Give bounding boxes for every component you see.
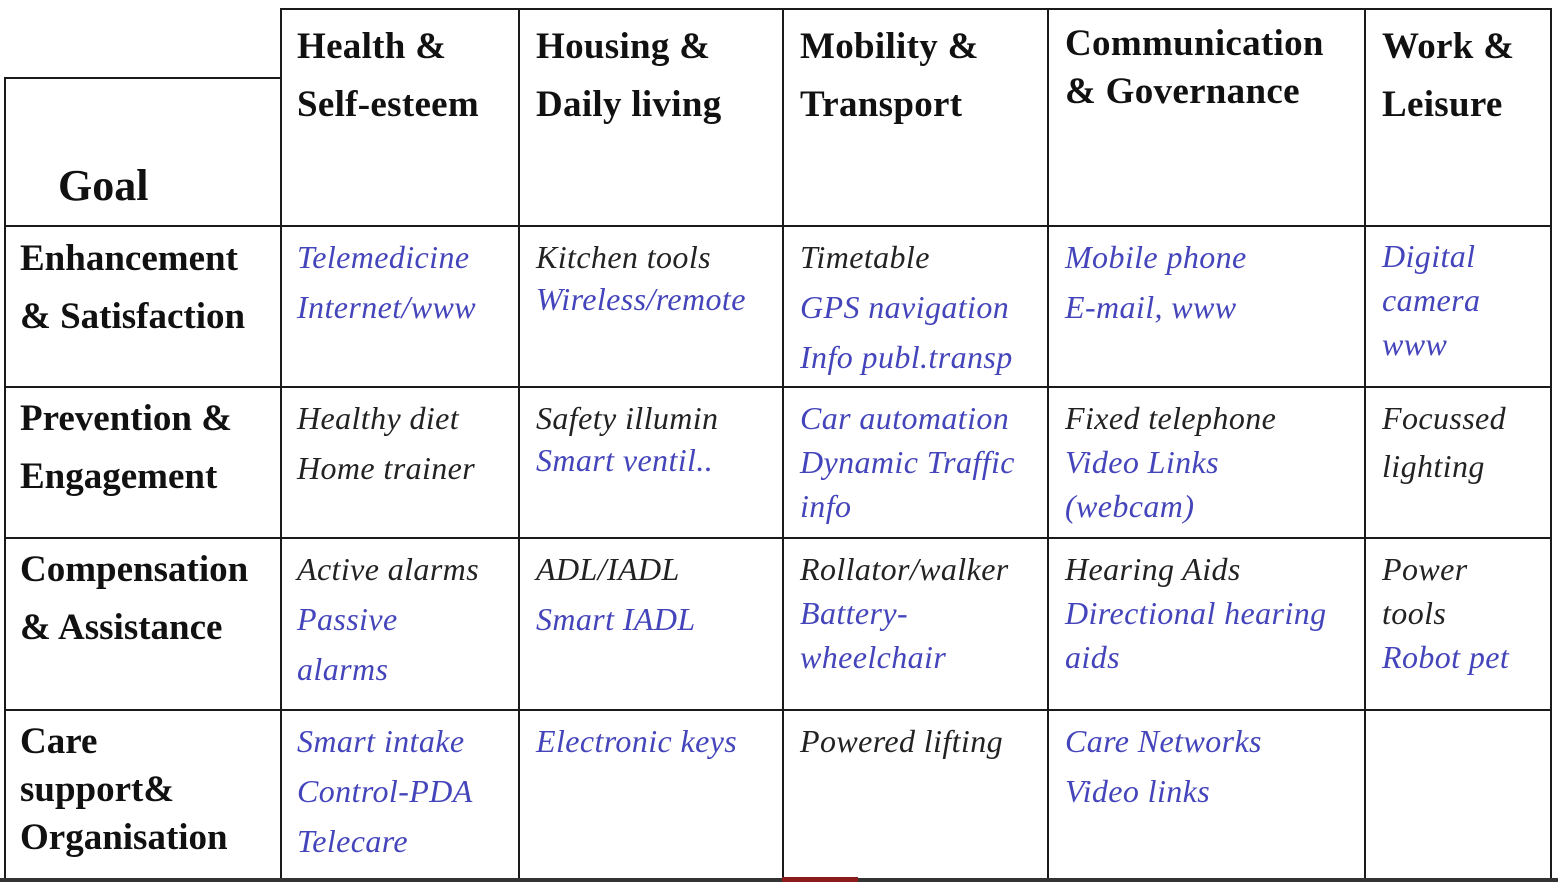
column-header-housing [536,18,722,134]
row-header-line: Engagement [20,456,218,497]
cell-item: Electronic keys [536,723,738,759]
grid-line-row2-bottom [4,537,1552,539]
cell-item: Active alarms [297,551,480,587]
column-header-line: Work & [1382,26,1515,67]
cell-item: Video Links [1065,444,1220,480]
cell-item: Video links [1065,773,1211,809]
footer-accent [782,877,858,882]
table-cell [1065,232,1247,332]
column-header-work [1382,18,1514,134]
table-cell [536,397,718,481]
row-header-prevention [20,390,232,506]
row-header-line: & Assistance [20,607,223,648]
row-header-care [20,718,228,862]
cell-item: Rollator/walker [800,551,1009,587]
cell-item: Smart IADL [536,601,696,637]
row-header-line: Prevention & [20,398,233,439]
grid-line-col2 [518,8,520,880]
grid-line-right [1550,8,1552,880]
cell-item: Timetable [800,239,930,275]
row-header-line: Care [20,721,98,762]
table-cell [800,232,1013,382]
cell-item: Passive [297,601,398,637]
table-cell [297,544,479,694]
cell-item: Telemedicine [297,239,470,275]
table-cell [1382,234,1480,366]
grid-line-row3-bottom [4,709,1552,711]
cell-item: Safety illumin [536,400,719,436]
table-cell [800,396,1015,528]
table-cell [1065,547,1327,679]
table-cell [297,232,476,332]
grid-line-row1-bottom [4,386,1552,388]
cell-item: Powered lifting [800,723,1004,759]
cell-item: Healthy diet [297,400,460,436]
grid-line-corner [4,77,280,79]
row-header-line: Enhancement [20,238,238,279]
cell-item: Control-PDA [297,773,473,809]
cell-item: Internet/www [297,289,477,325]
cell-item: camera [1382,282,1481,318]
row-header-line: support& [20,769,175,810]
column-header-communication [1065,20,1324,116]
row-header-line: Compensation [20,549,249,590]
cell-item: Power [1382,551,1468,587]
cell-item: Telecare [297,823,409,859]
grid-line-col5 [1364,8,1366,880]
cell-item: Hearing Aids [1065,551,1241,587]
column-header-line: Daily living [536,84,722,125]
table-cell [297,716,473,866]
grid-line-left [4,77,6,880]
cell-item: Battery- [800,595,909,631]
cell-item: Directional hearing [1065,595,1327,631]
cell-item: Wireless/remote [536,281,746,317]
table-cell [1382,547,1509,679]
cell-item: lighting [1382,448,1485,484]
column-header-line: & Governance [1065,71,1300,112]
cell-item: wheelchair [800,639,947,675]
cell-item: Mobile phone [1065,239,1247,275]
table-cell [1382,394,1506,490]
column-header-line: Health & [297,26,447,67]
footer-bar [0,878,1558,882]
table-cell [1065,716,1262,816]
cell-item: Smart intake [297,723,465,759]
column-header-line: Transport [800,84,963,125]
cell-item: Care Networks [1065,723,1262,759]
cell-item: GPS navigation [800,289,1010,325]
cell-item: Focussed [1382,400,1507,436]
cell-item: E-mail, www [1065,289,1237,325]
table-cell [297,393,475,493]
row-header-enhancement [20,230,245,346]
table-cell [800,547,1009,679]
column-header-mobility [800,18,979,134]
table-cell [536,544,696,644]
cell-item: Smart ventil.. [536,442,714,478]
row-header-line: Organisation [20,817,228,858]
grid-line-col1 [280,8,282,880]
cell-item: alarms [297,651,389,687]
cell-item: Car automation [800,400,1010,436]
grid-line-col3 [782,8,784,880]
grid-line-col4 [1047,8,1049,880]
cell-item: tools [1382,595,1447,631]
cell-item: Fixed telephone [1065,400,1277,436]
table-cell [536,716,737,766]
column-header-line: Leisure [1382,84,1503,125]
column-header-health [297,18,479,134]
goal-corner-label: Goal [58,161,149,210]
cell-item: Info publ.transp [800,339,1013,375]
row-header-line: & Satisfaction [20,296,246,337]
cell-item: info [800,488,852,524]
cell-item: aids [1065,639,1120,675]
cell-item: www [1382,326,1448,362]
cell-item: Kitchen tools [536,239,711,275]
cell-item: Home trainer [297,450,476,486]
column-header-line: Self-esteem [297,84,480,125]
row-header-compensation [20,541,248,657]
cell-item: Digital [1382,238,1476,274]
grid-line-header-bottom [4,225,1552,227]
table-cell [536,236,746,320]
column-header-line: Mobility & [800,26,979,67]
table-cell [1065,396,1276,528]
cell-item: (webcam) [1065,488,1195,524]
table-cell [800,716,1003,766]
grid-line-top [280,8,1552,10]
column-header-line: Housing & [536,26,711,67]
cell-item: ADL/IADL [536,551,680,587]
cell-item: Dynamic Traffic [800,444,1015,480]
column-header-line: Communication [1065,23,1324,64]
cell-item: Robot pet [1382,639,1510,675]
